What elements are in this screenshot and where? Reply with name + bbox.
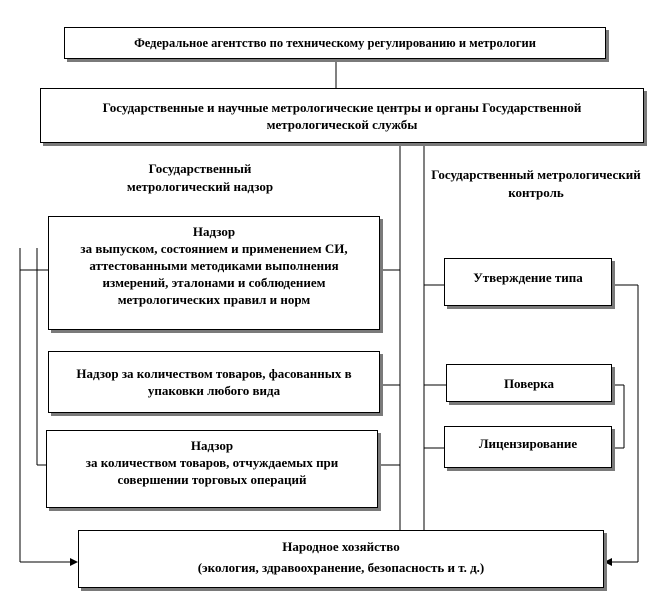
arrow-left-head — [70, 558, 78, 566]
supervision-heading: Государственный метрологический надзор — [126, 161, 274, 194]
centers-box — [40, 88, 644, 143]
supervision-box-1 — [48, 216, 380, 330]
supervision-box-2 — [48, 351, 380, 413]
control-item-2: Поверка — [503, 375, 555, 391]
economy-text: (экология, здравоохранение, безопасность и т. д.) — [197, 560, 485, 575]
centers-label: Государственные и научные метрологические центры и органы Государственной метрологической службы — [102, 99, 582, 132]
supervision-item-3-title: Надзор — [190, 438, 234, 453]
economy-box — [78, 530, 604, 588]
supervision-item-3-text: за количеством товаров, отчуждаемых при совершении торговых операций — [85, 455, 339, 487]
supervision-box-3 — [46, 430, 378, 508]
economy-title: Народное хозяйство — [282, 539, 400, 554]
arrow-right-head — [604, 558, 612, 566]
agency-box — [64, 27, 606, 59]
control-item-1: Утверждение типа — [473, 270, 583, 285]
control-heading: Государственный метрологический контроль — [431, 167, 641, 200]
agency-label: Федеральное агентство по техническому регулированию и метрологии — [134, 35, 536, 50]
control-item-3: Лицензирование — [478, 436, 578, 451]
control-box-type-approval — [444, 258, 612, 306]
supervision-item-2-text: Надзор за количеством товаров, фасованных в упаковки любого вида — [76, 366, 352, 398]
control-box-licensing — [444, 426, 612, 468]
supervision-item-1-title: Надзор — [192, 224, 236, 239]
supervision-item-1-text: за выпуском, состоянием и применением СИ, аттестованными методиками выполнения измерений, эталонами и соблюдением метрологических правил и норм — [80, 241, 348, 307]
control-box-verification — [446, 364, 612, 402]
